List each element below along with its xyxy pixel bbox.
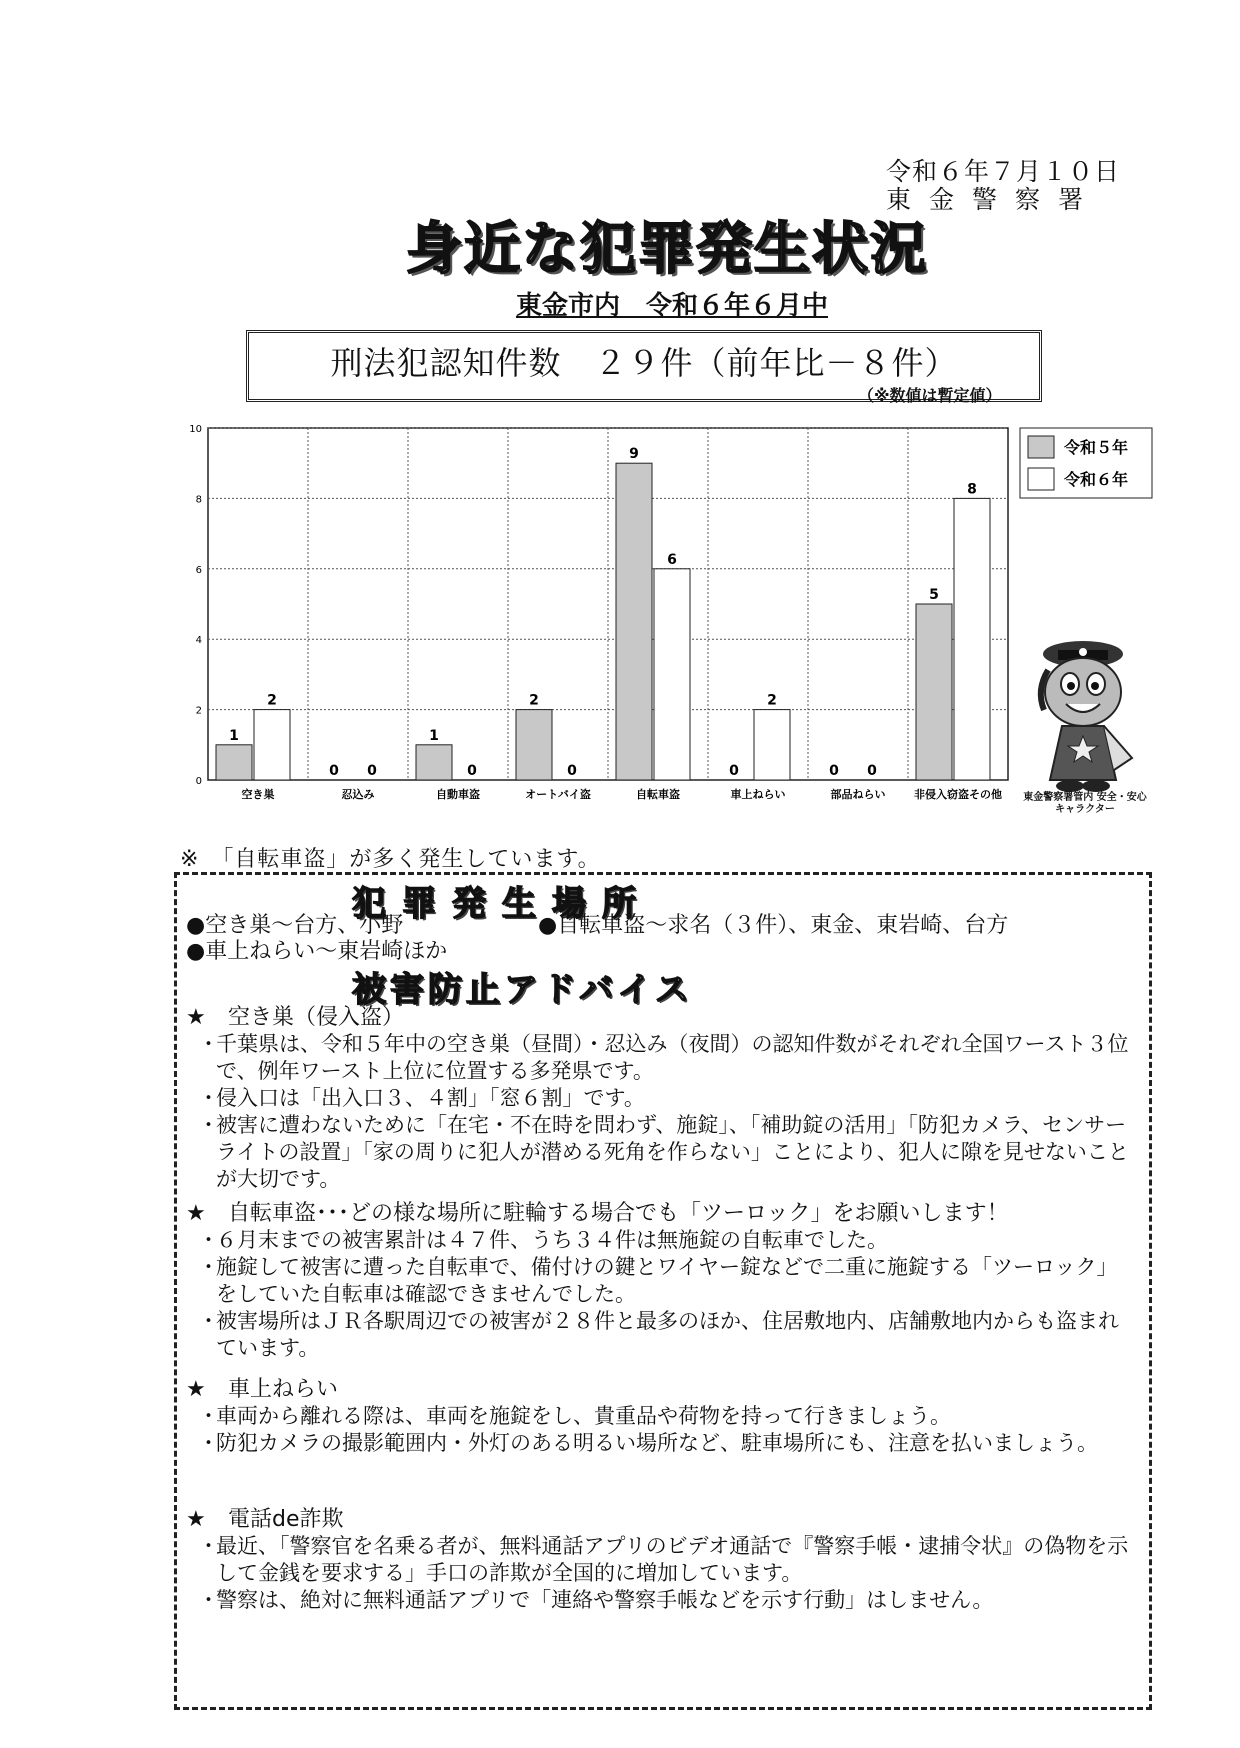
star-icon: ★ [186, 1377, 206, 1402]
bullet-icon: ・ [198, 1431, 219, 1455]
x-tick-label: オートバイ盗 [525, 788, 591, 801]
location-burglary: ●空き巣～台方、小野 [186, 913, 404, 938]
bar [754, 710, 790, 780]
data-label: 1 [429, 727, 439, 744]
advice-section-bicycle [186, 1200, 1132, 1362]
section-heading: 自転車盗･･･どの様な場所に駐輪する場合でも「ツーロック」をお願いします！ [228, 1201, 1009, 1226]
bar [954, 498, 990, 780]
data-label: 0 [367, 763, 377, 779]
bullet-icon: ・ [198, 1534, 219, 1558]
data-label: 2 [767, 692, 777, 709]
y-tick-label: 8 [195, 494, 202, 506]
notice-line: ※ 「自転車盗」が多く発生しています。 [180, 847, 601, 872]
advice-item: 被害に遭わないために「在宅・不在時を問わず、施錠」、「補助錠の活用」「防犯カメラ、センサーライトの設置」「家の周りに犯人が潜める死角を作らない」ことにより、犯人に隙を見せないことが大切です。 [216, 1113, 1129, 1191]
advice-item: 施錠して被害に遭った自転車で、備付けの鍵とワイヤー錠などで二重に施錠する「ツーロック」をしていた自転車は確認できませんでした。 [216, 1255, 1118, 1306]
issue-date: 令和６年７月１０日 [886, 157, 1121, 186]
data-label: 0 [829, 763, 839, 779]
bullet-icon: ・ [198, 1113, 219, 1137]
bar [916, 604, 952, 780]
advice-item: 千葉県は、令和５年中の空き巣（昼間）・忍込み（夜間）の認知件数がそれぞれ全国ワースト３位で、例年ワースト上位に位置する多発県です。 [216, 1032, 1129, 1083]
advice-item: ６月末までの被害累計は４７件、うち３４件は無施錠の自転車でした。 [216, 1228, 888, 1252]
star-icon: ★ [186, 1507, 206, 1532]
data-label: 1 [229, 727, 239, 744]
section-heading: 空き巣（侵入盗） [228, 1005, 405, 1030]
police-mascot-image [1028, 640, 1138, 810]
advice-item: 警察は、絶対に無料通話アプリで「連絡や警察手帳などを示す行動」はしません。 [216, 1588, 994, 1612]
advice-section-vehicle [186, 1376, 1132, 1457]
legend-swatch [1028, 436, 1054, 458]
provisional-note: （※数値は暫定値） [858, 386, 1002, 405]
star-icon: ★ [186, 1201, 206, 1226]
y-tick-label: 6 [195, 564, 202, 576]
bar [516, 710, 552, 780]
page-title: 身近な犯罪発生状況 [406, 217, 928, 282]
crime-count-text: 刑法犯認知件数 ２９件（前年比－８件） [330, 344, 958, 382]
advice-section-fraud [186, 1506, 1132, 1614]
y-tick-label: 2 [195, 705, 202, 717]
legend-label: 令和６年 [1064, 470, 1129, 489]
advice-item: 被害場所はＪＲ各駅周辺での被害が２８件と最多のほか、住居敷地内、店舗敷地内からも盗まれています。 [216, 1309, 1119, 1360]
data-label: 2 [529, 692, 539, 709]
bar [616, 463, 652, 780]
prevention-advice-banner: 被害防止アドバイス [352, 970, 693, 1010]
bullet-icon: ・ [198, 1228, 219, 1252]
bullet-icon: ・ [198, 1404, 219, 1428]
y-tick-label: 0 [195, 776, 202, 787]
data-label: 5 [929, 587, 939, 603]
bar [254, 710, 290, 780]
x-tick-label: 自転車盗 [636, 788, 680, 801]
data-label: 0 [567, 763, 577, 779]
bullet-icon: ・ [198, 1032, 219, 1056]
location-bicycle: ●自転車盗～求名（３件）、東金、東岩崎、台方 [538, 913, 1009, 938]
x-tick-label: 部品ねらい [830, 788, 886, 801]
data-label: 0 [729, 763, 739, 779]
x-tick-label: 忍込み [341, 788, 375, 801]
legend-swatch [1028, 468, 1054, 490]
data-label: 8 [967, 481, 977, 498]
x-tick-label: 自動車盗 [436, 788, 480, 801]
advice-item: 防犯カメラの撮影範囲内・外灯のある明るい場所など、駐車場所にも、注意を払いましょう。 [216, 1431, 1098, 1455]
advice-item: 侵入口は「出入口３、４割」「窓６割」です。 [216, 1086, 645, 1110]
star-icon: ★ [186, 1005, 206, 1030]
bar [654, 569, 690, 780]
bullet-icon: ・ [198, 1255, 219, 1279]
y-tick-label: 4 [195, 635, 202, 647]
data-label: 2 [267, 692, 277, 709]
crime-locations-banner: 犯罪発生場所 [352, 884, 652, 924]
issuer-name: 東金警察署 [886, 185, 1102, 214]
data-label: 9 [629, 446, 639, 463]
advice-section-burglary [186, 1004, 1132, 1193]
bullet-icon: ・ [198, 1086, 219, 1110]
data-label: 0 [467, 763, 477, 779]
advice-item: 最近、「警察官を名乗る者が、無料通話アプリのビデオ通話で『警察手帳・逮捕令状』の偽物を示して金銭を要求する」手口の詐欺が全国的に増加しています。 [216, 1534, 1129, 1585]
x-tick-label: 非侵入窃盗その他 [914, 788, 1002, 801]
mascot-caption: 東金警察署管内 安全・安心キャラクター [1023, 792, 1147, 815]
section-heading: 電話de詐欺 [228, 1507, 344, 1532]
x-tick-label: 空き巣 [241, 788, 275, 801]
bullet-icon: ・ [198, 1588, 219, 1612]
bar [216, 745, 252, 780]
bar [416, 745, 452, 780]
x-tick-label: 車上ねらい [730, 788, 786, 801]
data-label: 6 [667, 551, 677, 568]
y-tick-label: 10 [189, 424, 202, 435]
bullet-icon: ・ [198, 1309, 219, 1333]
location-vehicle: ●車上ねらい～東岩崎ほか [186, 939, 448, 964]
advice-item: 車両から離れる際は、車両を施錠をし、貴重品や荷物を持って行きましょう。 [216, 1404, 951, 1428]
data-label: 0 [867, 763, 877, 779]
page-subtitle: 東金市内 令和６年６月中 [515, 291, 828, 321]
section-heading: 車上ねらい [228, 1377, 339, 1402]
data-label: 0 [329, 763, 339, 779]
legend-label: 令和５年 [1064, 438, 1129, 457]
